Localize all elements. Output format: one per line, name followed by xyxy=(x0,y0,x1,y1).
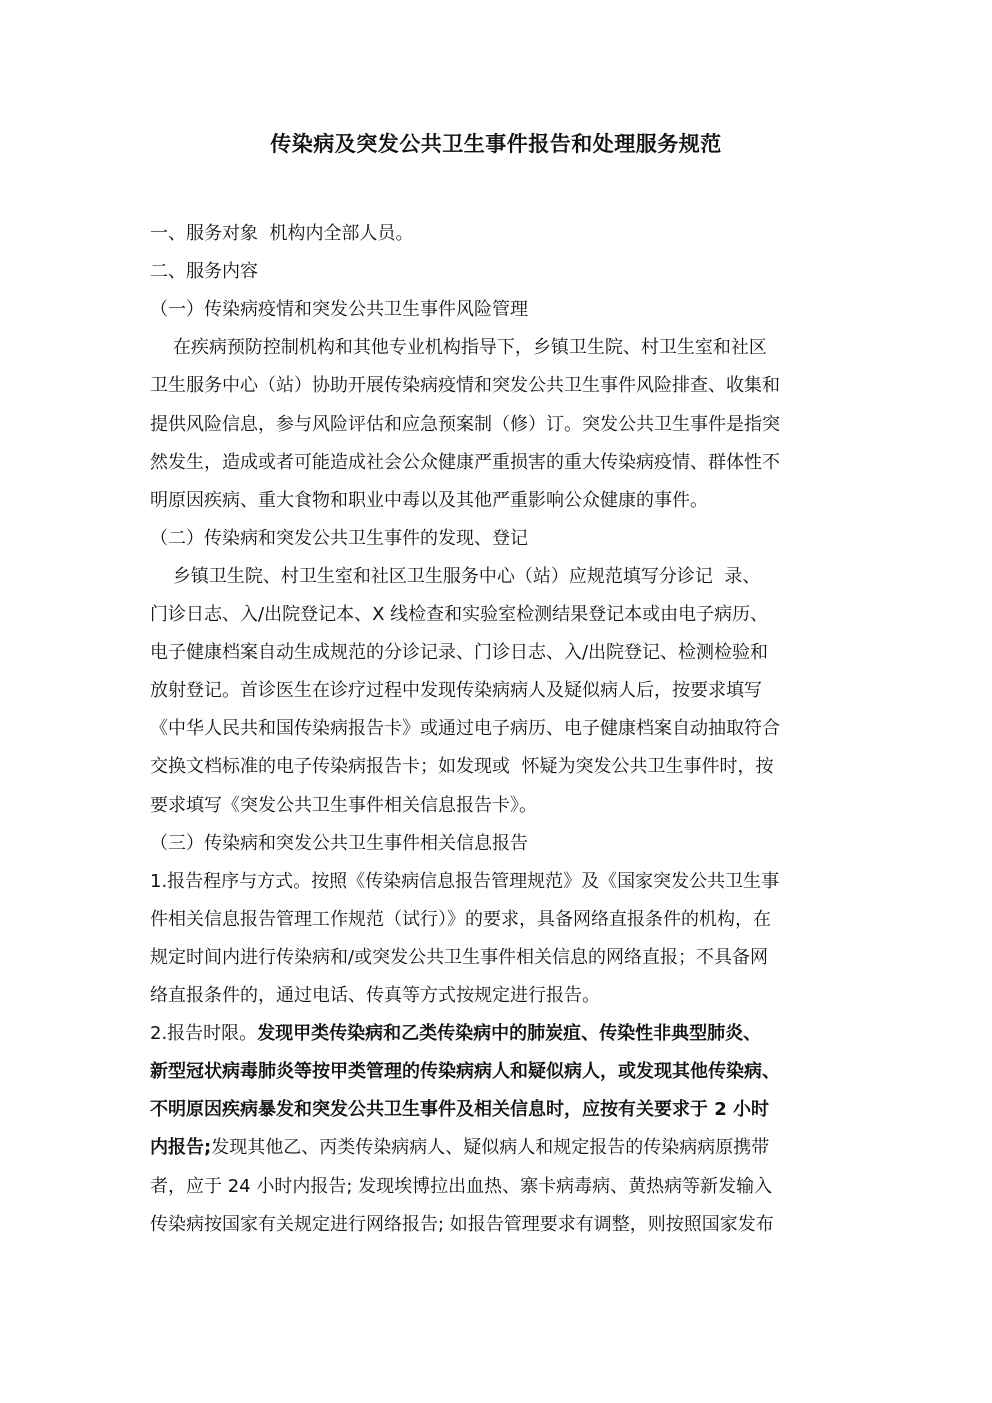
body-line xyxy=(150,448,780,474)
body-line xyxy=(150,981,600,1007)
body-text: 传染病按国家有关规定进行网络报告; 如报告管理要求有调整，则按照国家发布 xyxy=(150,1213,774,1235)
body-text: 一、服务对象 机构内全部人员。 xyxy=(150,223,414,244)
body-text: 交换文档标准的电子传染病报告卡；如发现或 怀疑为突发公共卫生事件时，按 xyxy=(150,756,774,778)
body-text: （三）传染病和突发公共卫生事件相关信息报告 xyxy=(150,832,528,854)
body-line xyxy=(150,905,771,931)
body-line xyxy=(150,486,708,512)
body-text: 提供风险信息，参与风险评估和应急预案制（修）订。突发公共卫生事件是指突 xyxy=(150,413,780,435)
body-line xyxy=(150,791,537,817)
body-text: 门诊日志、入/出院登记本、X 线检查和实验室检测结果登记本或由电子病历、 xyxy=(150,604,769,625)
body-line xyxy=(150,219,413,245)
body-text: 内报告; xyxy=(150,1137,212,1159)
body-line xyxy=(150,410,780,436)
document-title: 传染病及突发公共卫生事件报告和处理服务规范 xyxy=(270,132,722,156)
body-text: 放射登记。首诊医生在诊疗过程中发现传染病病人及疑似病人后，按要求填写 xyxy=(150,680,762,702)
body-text: 发现其他乙、丙类传染病病人、疑似病人和规定报告的传染病病原携带 xyxy=(211,1137,770,1159)
body-line xyxy=(150,371,780,397)
body-line xyxy=(150,714,780,740)
body-text: 在疾病预防控制机构和其他专业机构指导下，乡镇卫生院、村卫生室和社区 xyxy=(150,337,767,359)
body-text: （一）传染病疫情和突发公共卫生事件风险管理 xyxy=(150,299,528,321)
body-line xyxy=(150,829,528,855)
body-text: 2.报告时限。 xyxy=(150,1023,258,1045)
body-text: 不明原因疾病暴发和突发公共卫生事件及相关信息时，应按有关要求于 2 小时 xyxy=(150,1099,770,1121)
body-text: 发现甲类传染病和乙类传染病中的肺炭疽、传染性非典型肺炎、 xyxy=(257,1023,762,1045)
body-text: （二）传染病和突发公共卫生事件的发现、登记 xyxy=(150,527,528,549)
body-text: 然发生，造成或者可能造成社会公众健康严重损害的重大传染病疫情、群体性不 xyxy=(150,451,780,473)
body-line xyxy=(150,1133,769,1159)
body-line xyxy=(150,295,528,321)
body-text: 新型冠状病毒肺炎等按甲类管理的传染病病人和疑似病人，或发现其他传染病、 xyxy=(150,1061,780,1083)
body-line xyxy=(150,333,767,359)
body-text: 二、服务内容 xyxy=(150,261,258,283)
body-text: 件相关信息报告管理工作规范（试行）》的要求，具备网络直报条件的机构，在 xyxy=(150,908,771,930)
body-text: 1.报告程序与方式。按照《传染病信息报告管理规范》及《国家突发公共卫生事 xyxy=(150,870,780,892)
body-line xyxy=(150,1057,780,1083)
body-text: 明原因疾病、重大食物和职业中毒以及其他严重影响公众健康的事件。 xyxy=(150,489,708,511)
body-line xyxy=(150,600,768,626)
body-line xyxy=(150,1172,772,1198)
body-text: 要求填写《突发公共卫生事件相关信息报告卡》。 xyxy=(150,794,537,816)
body-text: 者，应于 24 小时内报告; 发现埃博拉出血热、寨卡病毒病、黄热病等新发输入 xyxy=(150,1175,773,1197)
body-text: 《中华人民共和国传染病报告卡》或通过电子病历、电子健康档案自动抽取符合 xyxy=(150,718,780,740)
body-line xyxy=(150,257,258,283)
body-line xyxy=(150,562,760,588)
body-line xyxy=(150,638,768,664)
body-text: 规定时间内进行传染病和/或突发公共卫生事件相关信息的网络直报；不具备网 xyxy=(150,946,769,968)
body-line xyxy=(150,1019,761,1045)
body-line xyxy=(150,524,528,550)
body-line xyxy=(150,1210,774,1236)
body-text: 电子健康档案自动生成规范的分诊记录、门诊日志、入/出院登记、检测检验和 xyxy=(150,642,769,664)
body-text: 卫生服务中心（站）协助开展传染病疫情和突发公共卫生事件风险排查、收集和 xyxy=(150,375,780,397)
body-line xyxy=(150,676,762,702)
body-line xyxy=(150,752,773,778)
body-line xyxy=(150,867,779,893)
body-text: 乡镇卫生院、村卫生室和社区卫生服务中心（站）应规范填写分诊记 录、 xyxy=(150,565,761,587)
body-text: 络直报条件的，通过电话、传真等方式按规定进行报告。 xyxy=(150,985,600,1006)
body-line xyxy=(150,1095,769,1121)
body-line xyxy=(150,943,768,969)
